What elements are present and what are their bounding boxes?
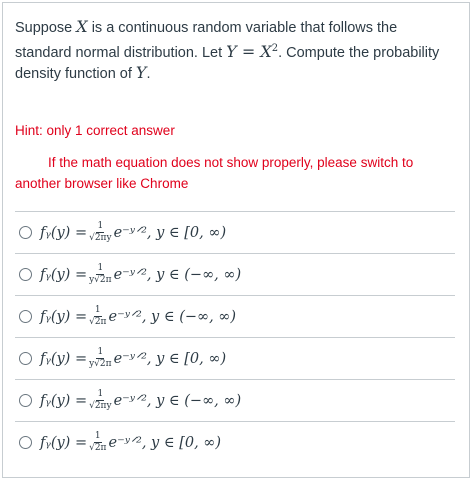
- formula-lhs: fᵧ(y) =: [40, 224, 88, 241]
- question-card: [2, 2, 470, 478]
- radio-button[interactable]: [19, 394, 32, 407]
- answer-list: [15, 211, 455, 463]
- answer-option[interactable]: [15, 295, 455, 337]
- radio-button[interactable]: [19, 310, 32, 323]
- question-text: [15, 17, 455, 84]
- formula-lhs: fᵧ(y) =: [40, 392, 88, 409]
- answer-formula: [40, 222, 226, 243]
- formula-lhs: fᵧ(y) =: [40, 350, 88, 367]
- radio-button[interactable]: [19, 226, 32, 239]
- answer-option[interactable]: [15, 211, 455, 253]
- formula-exponential: e⁻ʸᐟ²: [113, 266, 147, 283]
- answer-formula: [40, 390, 241, 411]
- formula-exponential: e⁻ʸᐟ²: [113, 350, 147, 367]
- formula-exponential: e⁻ʸᐟ²: [113, 224, 147, 241]
- math-variable-y: Y: [135, 62, 147, 82]
- fraction-denominator: √2π: [89, 317, 107, 327]
- fraction: [89, 306, 106, 327]
- browser-note-line: If the math equation does not show properly, please switch to: [48, 155, 414, 170]
- formula-exponential: e⁻ʸᐟ²: [113, 392, 147, 409]
- formula-domain: , y ∈ (−∞, ∞): [146, 392, 242, 409]
- fraction-numerator: 1: [97, 389, 104, 399]
- fraction-numerator: 1: [94, 305, 101, 315]
- answer-option[interactable]: [15, 379, 455, 421]
- fraction: [89, 264, 111, 285]
- formula-domain: , y ∈ [0, ∞): [146, 350, 227, 367]
- answer-formula: [40, 432, 221, 453]
- fraction: [89, 390, 111, 411]
- question-text-part: is a continuous random variable that follows the standard normal distribution. Let: [15, 20, 398, 61]
- fraction-denominator: y√2π: [89, 359, 112, 369]
- answer-formula: [40, 264, 241, 285]
- math-exponent: 2: [271, 42, 279, 54]
- fraction: [89, 348, 111, 369]
- answer-option[interactable]: [15, 253, 455, 295]
- hint-text: Hint: only 1 correct answer: [15, 123, 175, 138]
- fraction-denominator: √2πy: [89, 401, 112, 411]
- formula-exponential: e⁻ʸᐟ²: [108, 434, 142, 451]
- math-equation: Y = X: [226, 41, 272, 61]
- fraction-denominator: y√2π: [89, 275, 112, 285]
- fraction: [89, 222, 111, 243]
- answer-option[interactable]: [15, 337, 455, 379]
- formula-lhs: fᵧ(y) =: [40, 308, 88, 325]
- fraction-numerator: 1: [97, 221, 104, 231]
- formula-domain: , y ∈ (−∞, ∞): [141, 308, 237, 325]
- formula-domain: , y ∈ [0, ∞): [141, 434, 222, 451]
- fraction-numerator: 1: [97, 263, 104, 273]
- radio-button[interactable]: [19, 436, 32, 449]
- radio-button[interactable]: [19, 352, 32, 365]
- browser-note: [15, 153, 455, 194]
- math-variable-x: X: [76, 17, 88, 36]
- fraction: [89, 432, 106, 453]
- answer-formula: [40, 306, 236, 327]
- answer-option[interactable]: [15, 421, 455, 463]
- question-text-part: .: [146, 65, 151, 82]
- formula-exponential: e⁻ʸᐟ²: [108, 308, 142, 325]
- formula-domain: , y ∈ [0, ∞): [146, 224, 227, 241]
- formula-lhs: fᵧ(y) =: [40, 266, 88, 283]
- fraction-denominator: √2πy: [89, 233, 112, 243]
- radio-button[interactable]: [19, 268, 32, 281]
- fraction-denominator: √2π: [89, 443, 107, 453]
- fraction-numerator: 1: [97, 347, 104, 357]
- fraction-numerator: 1: [94, 431, 101, 441]
- formula-domain: , y ∈ (−∞, ∞): [146, 266, 242, 283]
- question-text-part: Suppose: [15, 20, 77, 36]
- browser-note-line: another browser like Chrome: [15, 175, 189, 191]
- question-text-part: . Compute the probability density function of: [15, 44, 440, 82]
- answer-formula: [40, 348, 226, 369]
- formula-lhs: fᵧ(y) =: [40, 434, 88, 451]
